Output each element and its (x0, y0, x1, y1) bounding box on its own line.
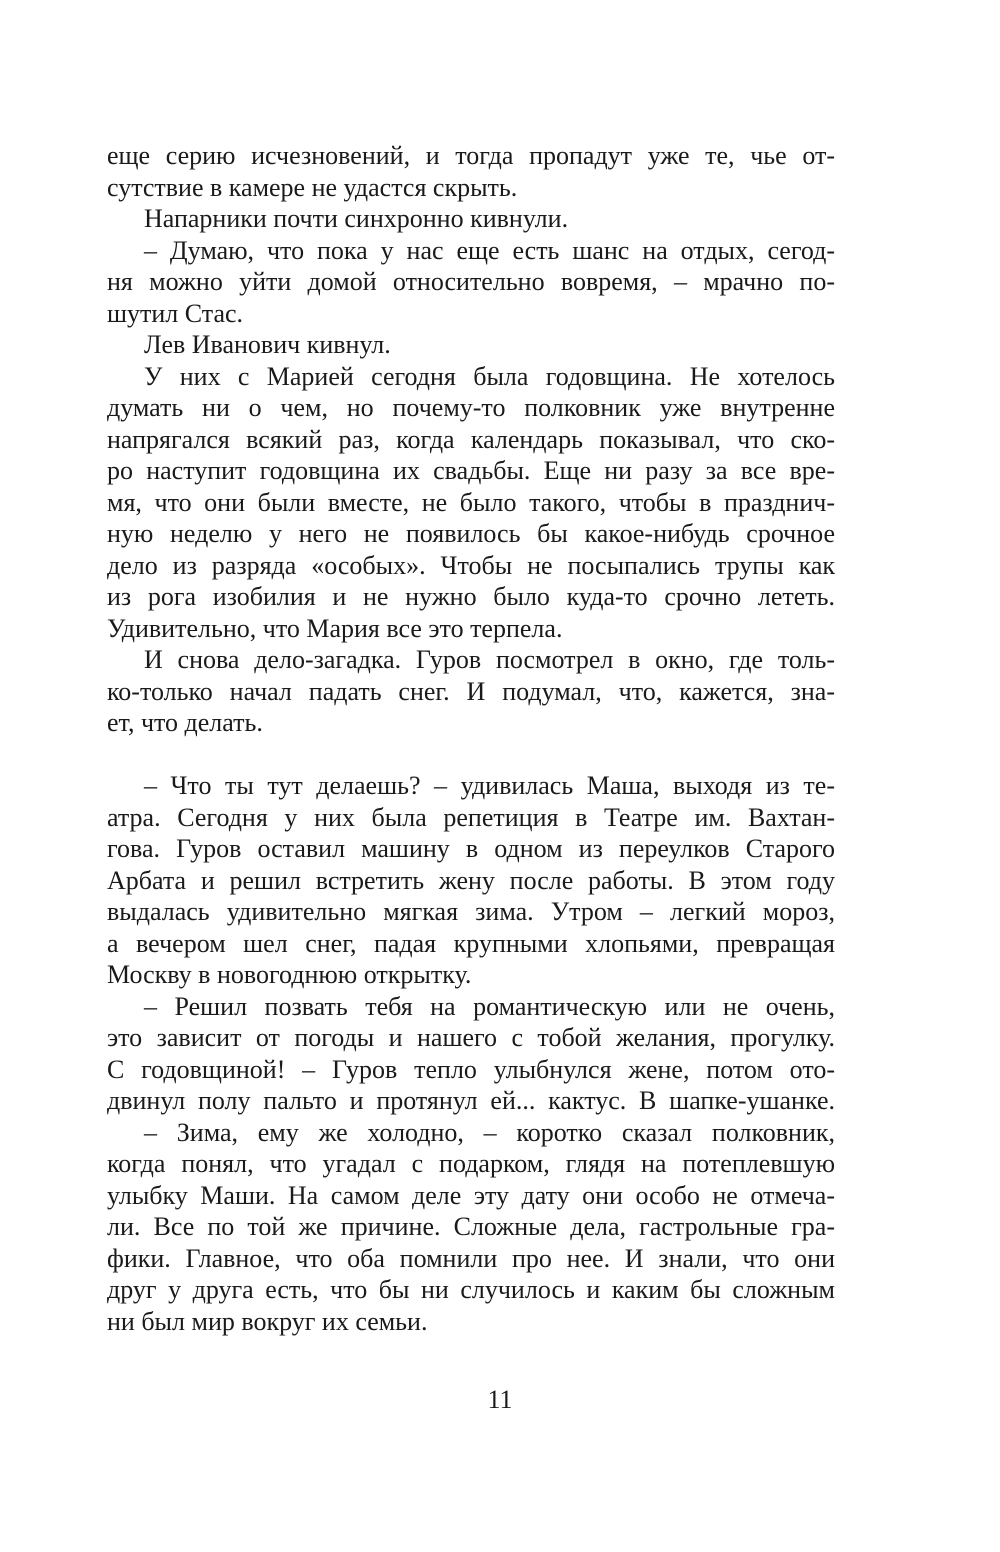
text-line: мя, что они были вместе, не было такого, чтобы в празднич- (107, 487, 835, 517)
text-line: ни был мир вокруг их семьи. (107, 1306, 428, 1336)
text-line: улыбку Маши. На самом деле эту дату они особо не отмеча- (107, 1180, 835, 1210)
text-line: ня можно уйти домой относительно вовремя, – мрачно по- (107, 267, 835, 296)
text-line: ную неделю у него не появилось бы какое-нибудь срочное (107, 519, 835, 548)
text-line: атра. Сегодня у них была репетиция в Театре им. Вахтан- (107, 802, 835, 832)
text-line: когда понял, что угадал с подарком, глядя на потеплевшую (107, 1149, 835, 1178)
text-line: – Думаю, что пока у нас еще есть шанс на отдых, сегод- (144, 235, 835, 265)
text-line: думать ни о чем, но почему-то полковник уже внутренне (107, 393, 835, 422)
text-line: ли. Все по той же причине. Сложные дела, гастрольные гра- (107, 1212, 835, 1241)
text-line: Напарники почти синхронно кивнули. (144, 204, 569, 233)
text-line: Москву в новогоднюю открытку. (107, 960, 472, 989)
text-line: из рога изобилия и не нужно было куда-то срочно лететь. (107, 582, 835, 611)
text-line: ко-только начал падать снег. И подумал, что, кажется, зна- (107, 676, 835, 706)
body-text (107, 140, 835, 1337)
text-line: Лев Иванович кивнул. (144, 330, 391, 359)
page-number: 11 (487, 1385, 513, 1414)
text-line: Удивительно, что Мария все это терпела. (107, 613, 563, 643)
text-line: выдалась удивительно мягкая зима. Утром – легкий мороз, (107, 897, 835, 926)
text-line: дело из разряда «особых». Чтобы не посыпались трупы как (107, 550, 835, 580)
text-line: ет, что делать. (107, 708, 263, 737)
text-line: Арбата и решил встретить жену после работы. В этом году (107, 865, 835, 895)
text-line: – Зима, ему же холодно, – коротко сказал полковник, (144, 1117, 835, 1147)
text-line: напрягался всякий раз, когда календарь показывал, что ско- (107, 424, 835, 454)
text-line: фики. Главное, что оба помнили про нее. И знали, что они (107, 1243, 835, 1273)
text-line: – Решил позвать тебя на романтическую или не очень, (144, 991, 835, 1021)
text-line: шутил Стас. (107, 298, 244, 328)
text-line: гова. Гуров оставил машину в одном из переулков Старого (107, 834, 835, 863)
text-line: ро наступит годовщина их свадьбы. Еще ни разу за все вре- (107, 456, 835, 485)
text-line: – Что ты тут делаешь? – удивилась Маша, выходя из те- (144, 771, 835, 800)
text-line: двинул полу пальто и протянул ей... кактус. В шапке-ушанке. (107, 1086, 835, 1115)
text-line: еще серию исчезновений, и тогда пропадут уже те, чье от- (107, 141, 835, 170)
text-line: друг у друга есть, что бы ни случилось и каким бы сложным (107, 1275, 835, 1304)
text-line: С годовщиной! – Гуров тепло улыбнулся жене, потом ото- (107, 1054, 835, 1084)
text-line: И снова дело-загадка. Гуров посмотрел в окно, где толь- (144, 645, 835, 674)
text-line: сутствие в камере не удастся скрыть. (107, 172, 518, 202)
text-line: У них с Марией сегодня была годовщина. Не хотелось (144, 361, 835, 391)
text-line: это зависит от погоды и нашего с тобой желания, прогулку. (107, 1023, 835, 1052)
text-line: а вечером шел снег, падая крупными хлопьями, превращая (107, 928, 835, 958)
section-break (107, 739, 835, 771)
